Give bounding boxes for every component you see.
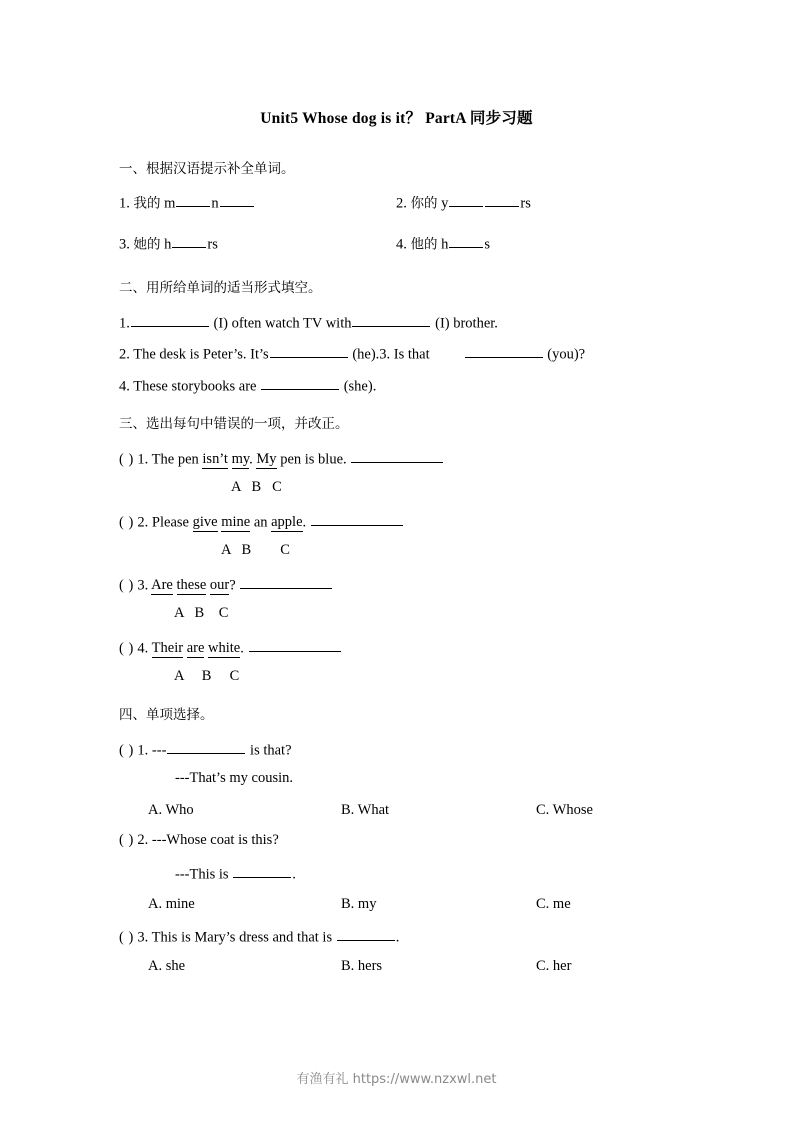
answer-blank[interactable] [449, 234, 483, 248]
item-chinese: 他的 [410, 236, 438, 253]
answer-blank[interactable] [220, 193, 254, 207]
item-chinese: 你的 [410, 195, 438, 212]
section-3-markers-4: A B C [174, 668, 240, 684]
choice-parenthesis[interactable]: ( ) [119, 640, 134, 657]
item-tail: s [484, 236, 491, 253]
choice-parenthesis[interactable]: ( ) [119, 742, 134, 759]
item-tail: rs [207, 236, 218, 253]
item-chinese: 我的 [133, 195, 161, 212]
answer-blank[interactable] [270, 344, 348, 358]
section-4-question-1 [119, 740, 292, 758]
underlined-option-b: mine [221, 514, 251, 531]
answer-blank[interactable] [337, 927, 395, 941]
item-number: 3. [119, 236, 130, 253]
item-text: . [302, 514, 307, 531]
section-3-item-1 [119, 449, 444, 467]
section-2-item-2 [119, 344, 585, 362]
correction-blank[interactable] [311, 512, 403, 526]
item-text: is that? [250, 742, 292, 759]
item-lead: m [164, 195, 176, 212]
answer-blank[interactable] [176, 193, 210, 207]
option-a[interactable]: A. Who [148, 802, 194, 818]
underlined-option-c: our [209, 577, 230, 594]
item-number: 3. [137, 577, 149, 594]
option-c[interactable]: C. Whose [536, 802, 593, 818]
item-text: 4. These storybooks are [119, 378, 257, 395]
section-4-heading: 四、单项选择。 [119, 707, 214, 723]
section-4-answer-2 [175, 864, 296, 882]
item-text: ---Whose coat is this? [151, 832, 279, 848]
underlined-option-c: white [208, 640, 241, 657]
section-3-item-2 [119, 512, 404, 530]
section-3-item-3 [119, 575, 333, 593]
item-number: 1. [137, 742, 149, 759]
item-text: --- [151, 742, 167, 759]
item-text: 2. The desk is Peter’s. It’s [119, 346, 269, 363]
underlined-option-a: give [192, 514, 218, 531]
choice-parenthesis[interactable]: ( ) [119, 832, 134, 848]
underlined-option-a: Their [151, 640, 184, 657]
section-1-item-4 [396, 234, 490, 252]
section-1-item-2 [396, 193, 531, 211]
underlined-option-b: my [231, 451, 250, 468]
item-number: 1. [119, 195, 130, 212]
answer-blank[interactable] [352, 313, 430, 327]
section-4-answer-1: ---That’s my cousin. [175, 770, 293, 786]
underlined-option-a: Are [151, 577, 173, 594]
section-4-question-3 [119, 927, 399, 945]
item-text: (he).3. Is that [352, 346, 430, 363]
section-2-heading: 二、用所给单词的适当形式填空。 [119, 280, 322, 296]
underlined-option-a: isn’t [202, 451, 228, 468]
option-c[interactable]: C. her [536, 958, 572, 974]
item-text: ? [229, 577, 236, 594]
option-c[interactable]: C. me [536, 896, 571, 912]
option-b[interactable]: B. What [341, 802, 390, 818]
item-number: 2. [137, 514, 149, 531]
item-text: an [250, 514, 272, 531]
option-b[interactable]: B. my [341, 896, 377, 912]
answer-blank[interactable] [261, 376, 339, 390]
option-b[interactable]: B. hers [341, 958, 383, 974]
answer-blank[interactable] [465, 344, 543, 358]
section-3-heading: 三、选出每句中错误的一项，并改正。 [119, 416, 349, 432]
choice-parenthesis[interactable]: ( ) [119, 514, 134, 531]
item-text: (I) brother. [435, 315, 498, 332]
item-number: 4. [137, 640, 149, 657]
answer-blank[interactable] [233, 864, 291, 878]
correction-blank[interactable] [249, 638, 341, 652]
item-lead: h [441, 236, 449, 253]
item-mid: n [211, 195, 219, 212]
answer-blank[interactable] [449, 193, 483, 207]
answer-blank[interactable] [167, 740, 245, 754]
item-number: 2. [137, 832, 149, 848]
footer-watermark: 有渔有礼 https://www.nzxwl.net [296, 1072, 497, 1087]
answer-blank[interactable] [172, 234, 206, 248]
correction-blank[interactable] [240, 575, 332, 589]
item-tail: rs [520, 195, 531, 212]
item-text: This is Mary’s dress and that is [151, 929, 333, 946]
item-text: . [395, 929, 400, 946]
item-text: . [249, 451, 257, 468]
choice-parenthesis[interactable]: ( ) [119, 929, 134, 946]
underlined-option-c: apple [271, 514, 303, 531]
option-a[interactable]: A. mine [148, 896, 195, 912]
section-4-question-2 [119, 833, 279, 848]
item-number: 3. [137, 929, 149, 946]
underlined-option-b: these [176, 577, 207, 594]
choice-parenthesis[interactable]: ( ) [119, 577, 134, 594]
section-3-markers-1: A B C [231, 479, 282, 495]
answer-blank[interactable] [131, 313, 209, 327]
item-text: The pen [151, 451, 203, 468]
section-2-item-4 [119, 376, 376, 394]
item-text: (you)? [547, 346, 586, 363]
item-number: 1. [119, 315, 130, 332]
item-lead: h [164, 236, 172, 253]
correction-blank[interactable] [351, 449, 443, 463]
section-1-item-1 [119, 193, 255, 211]
page-title: Unit5 Whose dog is it？ PartA 同步习题 [260, 110, 533, 127]
underlined-option-c: My [256, 451, 277, 468]
choice-parenthesis[interactable]: ( ) [119, 451, 134, 468]
item-text: . [292, 866, 296, 883]
item-text [173, 577, 177, 593]
item-text: (I) often watch TV with [213, 315, 352, 332]
item-number: 1. [137, 451, 149, 468]
item-text: . [240, 640, 244, 657]
section-1-heading: 一、根据汉语提示补全单词。 [119, 161, 295, 177]
underlined-option-b: are [186, 640, 205, 657]
option-a[interactable]: A. she [148, 958, 186, 974]
item-chinese: 她的 [133, 236, 161, 253]
section-3-item-4 [119, 638, 342, 656]
item-number: 2. [396, 195, 407, 212]
section-1-item-3 [119, 234, 218, 252]
item-text: pen is blue. [276, 451, 347, 468]
section-3-markers-3: A B C [174, 605, 229, 621]
answer-blank[interactable] [485, 193, 519, 207]
item-text: (she). [343, 378, 377, 395]
item-number: 4. [396, 236, 407, 253]
item-text: Please [151, 514, 193, 531]
item-lead: y [441, 195, 449, 212]
item-text: ---This is [175, 866, 229, 883]
section-3-markers-2: A B C [221, 542, 290, 558]
section-2-item-1 [119, 313, 498, 331]
